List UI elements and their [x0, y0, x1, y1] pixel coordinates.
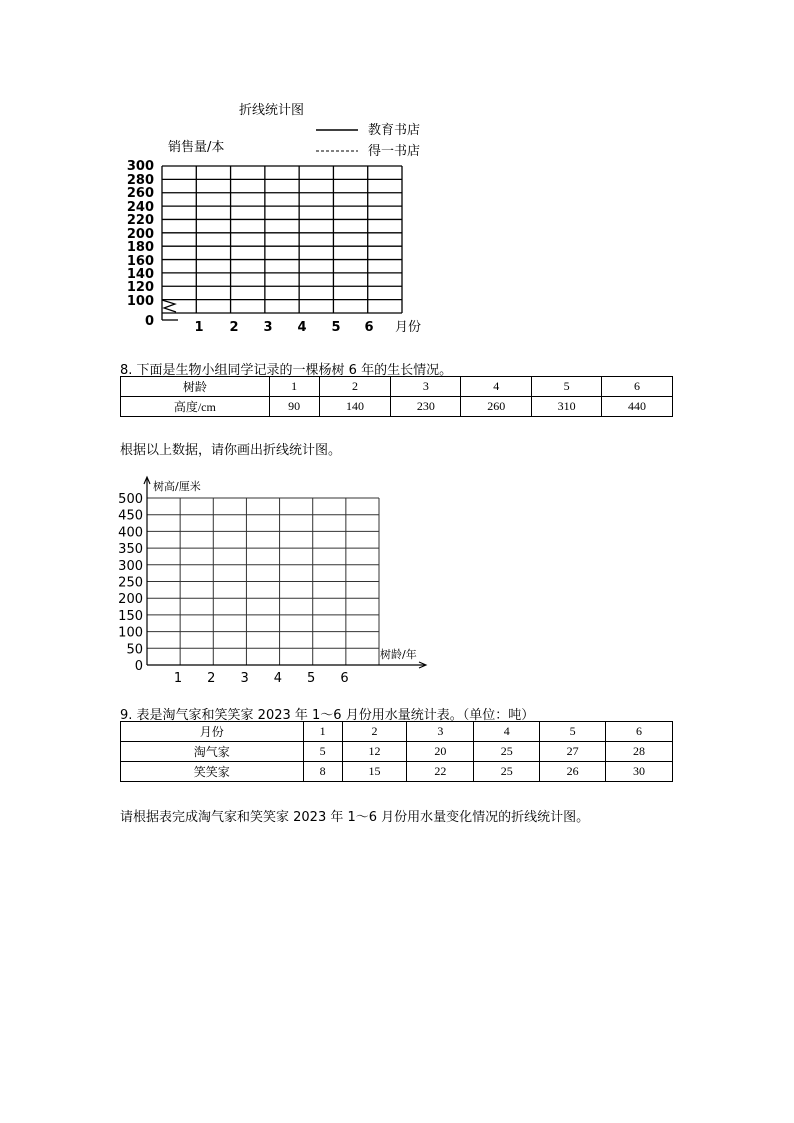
water-table-row-header: 淘气家: [121, 742, 304, 762]
water-table-row: [121, 742, 673, 762]
y-tick-label: 350: [118, 542, 143, 558]
x-tick-label: 4: [273, 671, 283, 686]
question-9-text: 9. 表是淘气家和笑笑家 2023 年 1～6 月份用水量统计表。（单位：吨）: [120, 708, 535, 723]
x-tick-label: 1: [194, 320, 204, 335]
chart1-x-ticks: [194, 320, 373, 335]
y-tick-label: 0: [134, 659, 143, 674]
chart2-x-ticks: [174, 671, 349, 686]
water-table-cell: 1: [303, 722, 342, 742]
y-tick-label: 120: [126, 280, 154, 295]
y-tick-label: 150: [118, 608, 143, 624]
x-tick-label: 3: [263, 320, 273, 335]
y-tick-label: 160: [126, 254, 154, 269]
y-tick-label: 450: [118, 508, 143, 524]
water-table-cell: 6: [606, 722, 673, 742]
tree-table-cell: 3: [391, 377, 461, 397]
x-tick-label: 2: [207, 671, 216, 686]
x-tick-label: 5: [307, 671, 316, 686]
chart1-y-axis-label: 销售量/本: [168, 140, 225, 155]
y-tick-label: 260: [126, 186, 154, 201]
y-tick-label: 400: [118, 525, 143, 541]
question-8-text: 8. 下面是生物小组同学记录的一棵杨树 6 年的生长情况。: [120, 363, 453, 378]
water-table-cell: 25: [474, 762, 540, 782]
tree-height-table: [120, 376, 673, 417]
x-tick-label: 2: [229, 320, 239, 335]
water-table-cell: 20: [407, 742, 474, 762]
question-9-instruction: 请根据表完成淘气家和笑笑家 2023 年 1～6 月份用水量变化情况的折线统计图。: [120, 810, 590, 825]
tree-table-cell: 140: [319, 397, 391, 417]
water-table-cell: 5: [303, 742, 342, 762]
y-tick-label: 280: [126, 173, 154, 188]
water-table-cell: 2: [342, 722, 407, 742]
water-table-cell: 28: [606, 742, 673, 762]
chart2-x-axis-label: 树龄/年: [380, 648, 417, 661]
water-table-cell: 12: [342, 742, 407, 762]
x-tick-label: 4: [297, 320, 307, 335]
water-table-cell: 3: [407, 722, 474, 742]
tree-table-cell: 5: [532, 377, 602, 397]
y-tick-label: 300: [118, 558, 143, 574]
legend-label-dashed: 得一书店: [368, 144, 421, 159]
y-tick-label: 250: [118, 575, 143, 591]
axis-break-mark: [162, 300, 176, 312]
water-table-cell: 26: [540, 762, 606, 782]
tree-table-cell: 4: [461, 377, 532, 397]
water-table-cell: 30: [606, 762, 673, 782]
y-tick-label: 240: [126, 200, 154, 215]
water-table-row-header: 月份: [121, 722, 304, 742]
tree-table-row-header: 树龄: [121, 377, 270, 397]
water-table-cell: 27: [540, 742, 606, 762]
blank-sales-line-chart: [0, 0, 794, 345]
chart1-title: 折线统计图: [239, 103, 305, 118]
x-tick-label: 1: [173, 671, 183, 686]
x-tick-label: 3: [240, 671, 249, 686]
y-tick-label: 100: [118, 625, 143, 641]
tree-table-cell: 2: [319, 377, 391, 397]
chart2-y-ticks: [118, 492, 143, 674]
tree-table-row: [121, 377, 673, 397]
y-tick-label: 180: [126, 240, 154, 255]
chart2-grid: [144, 477, 426, 668]
legend-label-solid: 教育书店: [368, 123, 421, 138]
x-tick-label: 6: [340, 671, 349, 686]
x-tick-label: 5: [331, 320, 341, 335]
tree-table-row-header: 高度/cm: [121, 397, 270, 417]
water-table-cell: 4: [474, 722, 540, 742]
water-table-cell: 25: [474, 742, 540, 762]
tree-table-cell: 260: [461, 397, 532, 417]
tree-table-cell: 90: [269, 397, 319, 417]
tree-table-row: [121, 397, 673, 417]
y-tick-label: 200: [126, 227, 154, 242]
blank-tree-height-line-chart: [0, 470, 794, 690]
water-table-cell: 5: [540, 722, 606, 742]
water-usage-table: [120, 721, 673, 782]
y-tick-label: 140: [126, 267, 154, 282]
y-tick-label: 50: [126, 642, 143, 658]
chart1-x-axis-label: 月份: [395, 320, 422, 335]
water-table-row: [121, 762, 673, 782]
y-tick-label: 300: [126, 159, 154, 174]
y-tick-label: 0: [144, 314, 154, 329]
x-tick-label: 6: [364, 320, 374, 335]
chart1-y-ticks: [127, 159, 154, 329]
y-tick-label: 100: [126, 294, 154, 309]
question-8-instruction: 根据以上数据，请你画出折线统计图。: [120, 443, 342, 458]
y-tick-label: 500: [118, 492, 143, 507]
water-table-cell: 8: [303, 762, 342, 782]
water-table-cell: 22: [407, 762, 474, 782]
chart2-y-axis-label: 树高/厘米: [153, 480, 201, 493]
chart1-grid: [162, 166, 402, 320]
tree-table-cell: 1: [269, 377, 319, 397]
tree-table-cell: 230: [391, 397, 461, 417]
water-table-cell: 15: [342, 762, 407, 782]
tree-table-cell: 6: [602, 377, 673, 397]
y-tick-label: 220: [126, 213, 154, 228]
water-table-row-header: 笑笑家: [121, 762, 304, 782]
tree-table-cell: 440: [602, 397, 673, 417]
tree-table-cell: 310: [532, 397, 602, 417]
water-table-row: [121, 722, 673, 742]
y-tick-label: 200: [118, 592, 143, 608]
